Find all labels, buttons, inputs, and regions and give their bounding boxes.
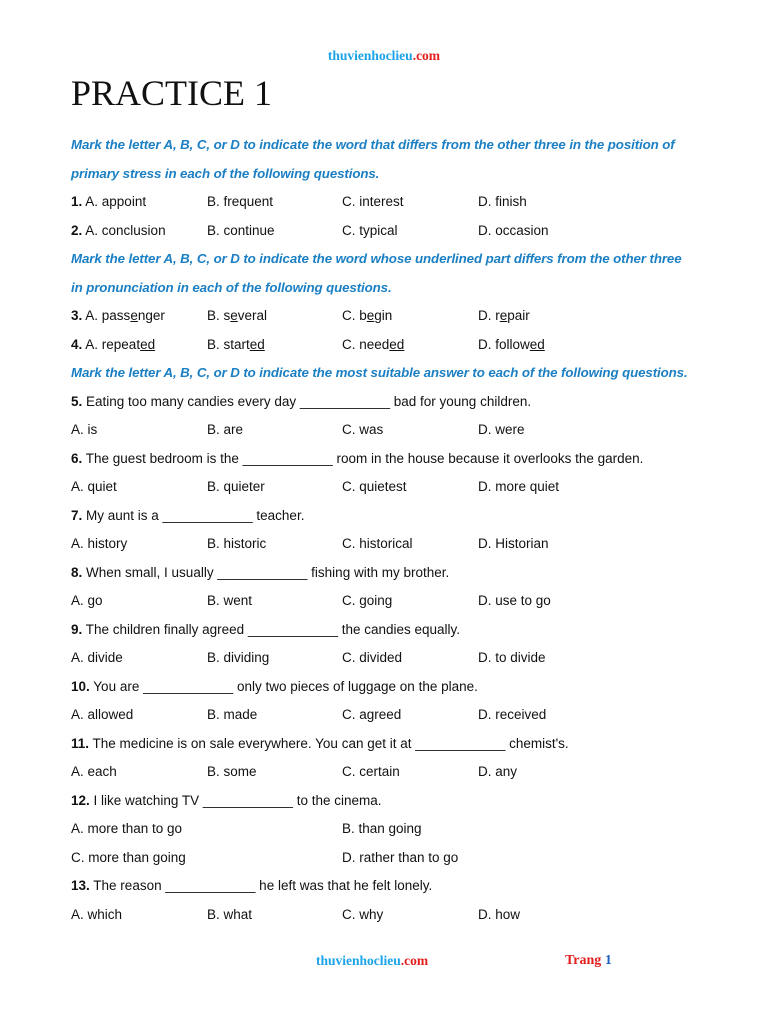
- option-d: D. repair: [478, 308, 530, 323]
- option-d: D. finish: [478, 194, 527, 209]
- option-b: B. historic: [207, 536, 267, 551]
- option-c: C. interest: [342, 194, 404, 209]
- page-title: PRACTICE 1: [71, 73, 273, 113]
- question-11-stem: 11. The medicine is on sale everywhere. You can get it at ____________ chemist's.: [71, 735, 569, 751]
- option-a: A. divide: [71, 650, 123, 665]
- question-1-options: 1. A. appoint B. frequent C. interest D. finish: [71, 188, 711, 217]
- option-c: C. begin: [342, 308, 393, 323]
- option-a: A. is: [71, 422, 98, 437]
- option-a: A. conclusion: [85, 222, 166, 238]
- instruction-stress-line-1: Mark the letter A, B, C, or D to indicate the word that differs from the other three in the position of: [71, 137, 675, 152]
- page-number: Trang 1: [565, 953, 612, 968]
- instruction-stress-line-2: primary stress in each of the following questions.: [71, 165, 380, 181]
- question-10-stem: 10. You are ____________ only two pieces of luggage on the plane.: [71, 678, 478, 694]
- option-d: D. rather than to go: [342, 849, 459, 865]
- site-header: thuvienhoclieu.com: [327, 48, 441, 63]
- option-a: A. quiet: [71, 479, 117, 494]
- option-a: A. each: [71, 764, 117, 779]
- option-c: C. needed: [342, 336, 405, 352]
- option-d: D. more quiet: [478, 479, 560, 494]
- option-c: C. agreed: [342, 707, 402, 722]
- question-5-options: [71, 416, 711, 445]
- option-d: D. received: [478, 707, 547, 722]
- option-b: B. than going: [342, 821, 422, 836]
- option-d: D. followed: [478, 336, 545, 352]
- option-b: B. went: [207, 593, 253, 608]
- question-11-options: [71, 758, 711, 787]
- option-d: D. any: [478, 764, 518, 779]
- question-6-stem: 6. The guest bedroom is the ____________ room in the house because it overlooks the garden.: [71, 450, 644, 466]
- question-9-options: [71, 644, 711, 673]
- option-c: C. divided: [342, 650, 403, 665]
- option-c: C. historical: [342, 536, 413, 551]
- option-d: D. to divide: [478, 650, 546, 665]
- option-b: B. some: [207, 764, 257, 779]
- question-5-stem: 5. Eating too many candies every day ____________ bad for young children.: [71, 393, 532, 409]
- question-8-stem: 8. When small, I usually ____________ fishing with my brother.: [71, 564, 450, 580]
- option-c: C. why: [342, 906, 384, 922]
- option-d: D. Historian: [478, 536, 549, 551]
- option-c: C. was: [342, 422, 384, 437]
- option-c: C. certain: [342, 764, 400, 779]
- option-b: B. frequent: [207, 194, 274, 209]
- option-d: D. occasion: [478, 222, 549, 238]
- option-d: D. how: [478, 906, 521, 922]
- option-b: B. are: [207, 422, 244, 437]
- question-12-stem: 12. I like watching TV ____________ to the cinema.: [71, 792, 382, 808]
- option-a: A. history: [71, 536, 128, 551]
- option-c: C. going: [342, 593, 393, 608]
- question-4-options: 4. A. repeated B. started C. needed D. followed: [71, 331, 711, 360]
- option-b: B. what: [207, 906, 253, 922]
- question-9-stem: 9. The children finally agreed ____________ the candies equally.: [71, 621, 461, 637]
- instruction-pronunciation-line-1: Mark the letter A, B, C, or D to indicate the word whose underlined part differs from the other three: [71, 251, 682, 266]
- option-a: A. go: [71, 593, 103, 608]
- question-12-options-row-1: [71, 815, 711, 844]
- worksheet-content: [71, 131, 711, 929]
- question-3-options: 3. A. passenger B. several C. begin D. repair: [71, 302, 711, 331]
- option-d: D. were: [478, 422, 525, 437]
- site-footer: thuvienhoclieu.com: [316, 953, 429, 968]
- instruction-pronunciation-line-2: in pronunciation in each of the following questions.: [71, 279, 392, 295]
- option-b: B. dividing: [207, 650, 270, 665]
- question-13-stem: 13. The reason ____________ he left was that he felt lonely.: [71, 878, 433, 893]
- option-b: B. quieter: [207, 479, 265, 494]
- option-a: A. passenger: [85, 308, 165, 323]
- instruction-answer: Mark the letter A, B, C, or D to indicate the most suitable answer to each of the following questions.: [71, 365, 688, 380]
- option-a: A. allowed: [71, 707, 134, 722]
- option-a: A. which: [71, 906, 123, 922]
- question-7-stem: 7. My aunt is a ____________ teacher.: [71, 507, 305, 523]
- question-7-options: [71, 530, 711, 559]
- question-8-options: [71, 587, 711, 616]
- option-b: B. made: [207, 707, 258, 722]
- option-b: B. started: [207, 336, 265, 352]
- question-10-options: [71, 701, 711, 730]
- question-12-options-row-2: [71, 844, 711, 873]
- option-b: B. several: [207, 308, 268, 323]
- option-a: A. appoint: [85, 194, 147, 209]
- option-c: C. quietest: [342, 479, 407, 494]
- option-c: C. more than going: [71, 849, 186, 865]
- question-2-options: 2. A. conclusion B. continue C. typical D. occasion: [71, 217, 711, 246]
- question-6-options: [71, 473, 711, 502]
- question-13-options: [71, 901, 711, 930]
- option-a: A. more than to go: [71, 821, 183, 836]
- option-a: A. repeated: [85, 336, 156, 352]
- option-c: C. typical: [342, 222, 398, 238]
- option-b: B. continue: [207, 222, 275, 238]
- option-d: D. use to go: [478, 593, 551, 608]
